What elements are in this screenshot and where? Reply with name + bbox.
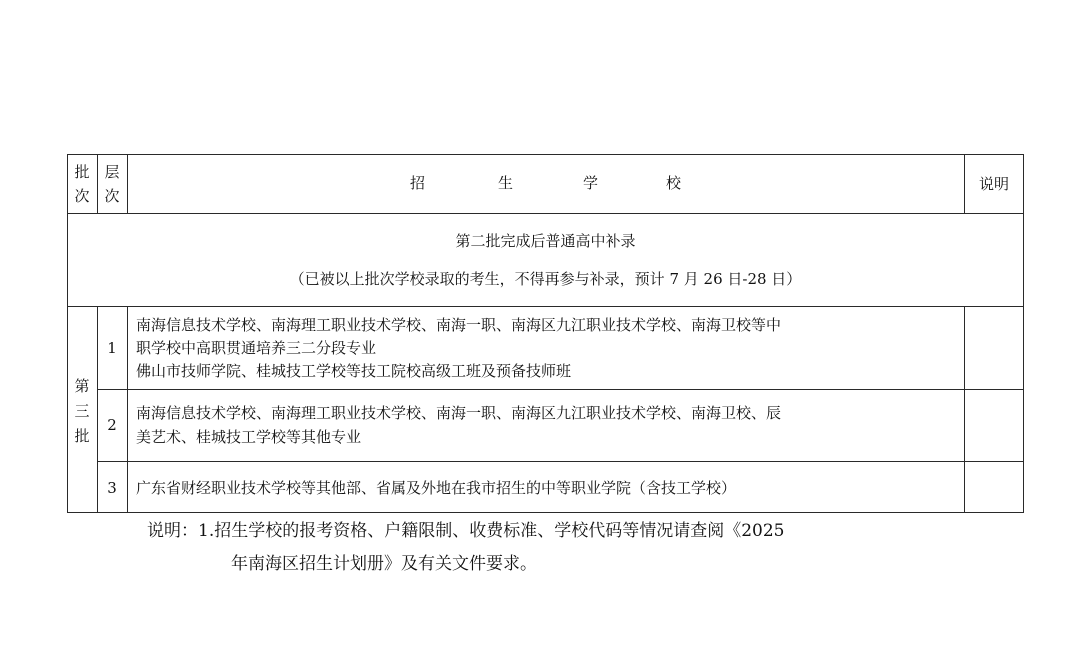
footnote-line-2: 年南海区招生计划册》及有关文件要求。: [231, 554, 537, 574]
table-border-bottom: [67, 512, 1024, 513]
table-border-top: [67, 154, 1024, 155]
header-school-char-1: 招: [410, 174, 426, 192]
batch-label-char-1: 第: [74, 377, 90, 395]
section-subtitle: （已被以上批次学校录取的考生，不得再参与补录，预计 7 月 26 日-28 日）: [289, 270, 802, 288]
batch-label-char-3: 批: [74, 427, 90, 445]
header-level-top: 层: [104, 163, 120, 181]
header-batch-top: 批: [74, 163, 90, 181]
table-border-left: [67, 154, 68, 513]
footnote-line-1: 说明：1.招生学校的报考资格、户籍限制、收费标准、学校代码等情况请查阅《2025: [147, 521, 785, 541]
row-level: 1: [107, 339, 117, 357]
table-section-bottom: [67, 306, 1024, 307]
section-title: 第二批完成后普通高中补录: [455, 232, 636, 250]
header-school-char-4: 校: [666, 174, 682, 192]
header-level-bottom: 次: [104, 187, 120, 205]
batch-label-char-2: 三: [74, 402, 90, 420]
table-row1-bottom: [97, 389, 1024, 390]
row-school-line: 佛山市技师学院、桂城技工学校等技工院校高级工班及预备技师班: [136, 362, 572, 380]
header-school-char-3: 学: [583, 174, 599, 192]
header-batch-bottom: 次: [74, 187, 90, 205]
header-school-char-2: 生: [498, 174, 514, 192]
row-school-line: 职学校中高职贯通培养三二分段专业: [136, 339, 377, 357]
row-level: 2: [107, 416, 117, 434]
header-school: [128, 173, 964, 195]
table-row2-bottom: [97, 461, 1024, 462]
table-border-right: [1023, 154, 1024, 513]
table-col3-right-bottom: [964, 306, 965, 513]
row-level: 3: [107, 479, 117, 497]
table-header-bottom: [67, 213, 1024, 214]
row-school-line: 南海信息技术学校、南海理工职业技术学校、南海一职、南海区九江职业技术学校、南海卫校、辰: [136, 404, 782, 422]
row-school-line: 南海信息技术学校、南海理工职业技术学校、南海一职、南海区九江职业技术学校、南海卫校等中: [136, 316, 782, 334]
row-school-line: 广东省财经职业技术学校等其他部、省属及外地在我市招生的中等职业学院（含技工学校）: [136, 479, 737, 497]
row-school-line: 美艺术、桂城技工学校等其他专业: [136, 428, 362, 446]
header-note: 说明: [978, 175, 1009, 193]
table-col2-right-bottom: [127, 306, 128, 513]
